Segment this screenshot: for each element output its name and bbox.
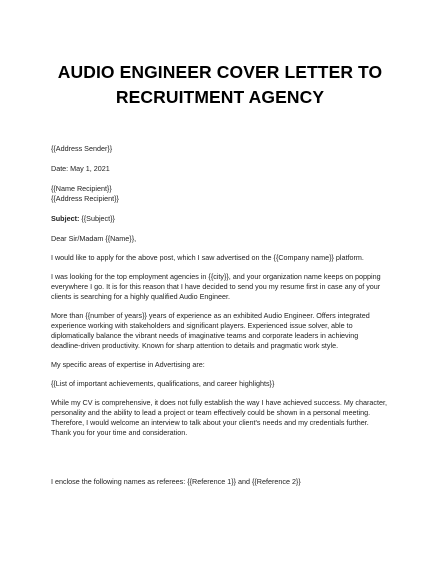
name-recipient: {{Name Recipient}} [51,184,112,193]
paragraph-6-line-2: personality and the ability to lead a project or team effectively could be shown in a personal meeting. [51,408,371,417]
document-title [0,60,440,110]
address-recipient: {{Address Recipient}} [51,194,119,203]
letter-body [51,144,406,487]
paragraph-6-line-1: While my CV is comprehensive, it does not fully establish the way I have achieved success. My character, [51,398,387,407]
paragraph-3-line-2: experience working with stakeholders and significant players. Experienced issue solver, able to [51,321,353,330]
paragraph-1-line-1: I would like to apply for the above post, which I saw advertised on the {{Company name}} platform. [51,253,364,262]
paragraph-3-line-4: deadline-driven productivity. Known for sharp attention to details and pragmatic work style. [51,341,339,350]
letter-date: Date: May 1, 2021 [51,164,110,173]
title-line-1: AUDIO ENGINEER COVER LETTER TO [57,62,383,82]
paragraph-3-line-1: More than {{number of years}} years of experience as an exhibited Audio Engineer. Offers integrated [51,311,370,320]
subject-label: Subject: [51,214,80,223]
salutation: Dear Sir/Madam {{Name}}, [51,234,137,243]
address-sender: {{Address Sender}} [51,144,113,153]
title-line-2: RECRUITMENT AGENCY [115,87,325,107]
paragraph-6-line-3: Therefore, I would welcome an interview to talk about your client's needs and my credentials further. [51,418,369,427]
paragraph-2-line-2: everywhere I go. It is for this reason that I have decided to send you my resume first in case any of your [51,282,381,291]
paragraph-3-line-3: diplomatically balance the vibrant needs of imaginative teams and corporate leaders in achieving [51,331,359,340]
paragraph-2-line-3: clients is searching for a highly qualified Audio Engineer. [51,292,230,301]
paragraph-7-line-1: I enclose the following names as referees: {{Reference 1}} and {{Reference 2}} [51,477,301,486]
paragraph-2-line-1: I was looking for the top employment agencies in {{city}}, and your organization name keeps on popping [51,272,381,281]
paragraph-5-line-1: {{List of important achievements, qualifications, and career highlights}} [51,379,275,388]
paragraph-6-line-4: Thank you for your time and consideration. [51,428,188,437]
paragraph-4-line-1: My specific areas of expertise in Advertising are: [51,360,205,369]
subject-value: {{Subject}} [79,214,115,223]
subject-line [51,214,406,224]
